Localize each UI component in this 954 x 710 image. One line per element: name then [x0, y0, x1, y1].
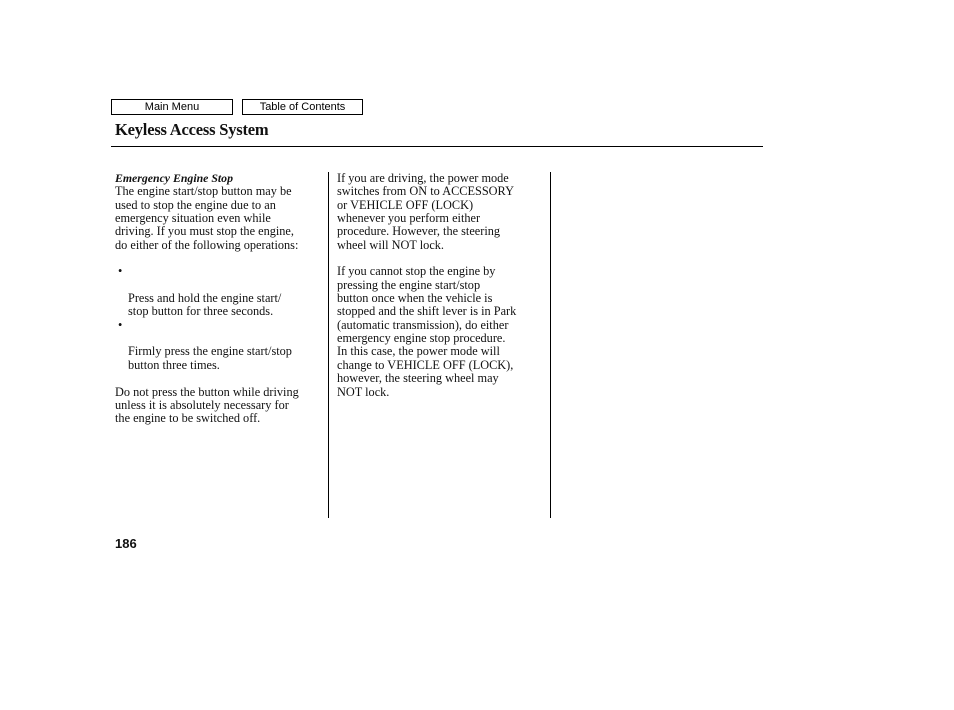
section-heading: Emergency Engine Stop: [115, 171, 233, 185]
column-divider: [550, 172, 551, 518]
list-item: [115, 265, 325, 318]
bullet-icon: •: [118, 264, 123, 279]
procedure-list: [115, 265, 325, 372]
title-divider: [111, 146, 763, 147]
main-menu-button[interactable]: Main Menu: [111, 99, 233, 115]
bullet-icon: •: [118, 317, 123, 332]
list-item-text: Press and hold the engine start/ stop button for three seconds.: [128, 291, 282, 319]
list-item: [115, 319, 325, 372]
list-item-text: Firmly press the engine start/stop button three times.: [128, 344, 292, 372]
power-mode-paragraph: If you are driving, the power mode switches from ON to ACCESSORY or VEHICLE OFF (LOCK) whenever you perform either procedure. However, the steering wheel will NOT lock.: [337, 171, 514, 252]
middle-column: [337, 172, 547, 399]
table-of-contents-button[interactable]: Table of Contents: [242, 99, 363, 115]
cannot-stop-paragraph: If you cannot stop the engine by pressing the engine start/stop button once when the vehicle is stopped and the shift lever is in Park (automatic transmission), do either emergency engine stop procedure. In this case, the power mode will change to VEHICLE OFF (LOCK), however, the steering wheel may NOT lock.: [337, 264, 517, 399]
page-title: Keyless Access System: [115, 120, 269, 139]
left-column: [115, 172, 325, 426]
warning-paragraph: Do not press the button while driving unless it is absolutely necessary for the engine to be switched off.: [115, 384, 299, 426]
column-divider: [328, 172, 329, 518]
page-number: 186: [115, 536, 137, 551]
intro-paragraph: The engine start/stop button may be used to stop the engine due to an emergency situation even while driving. If you must stop the engine, do either of the following operations:: [115, 184, 299, 252]
